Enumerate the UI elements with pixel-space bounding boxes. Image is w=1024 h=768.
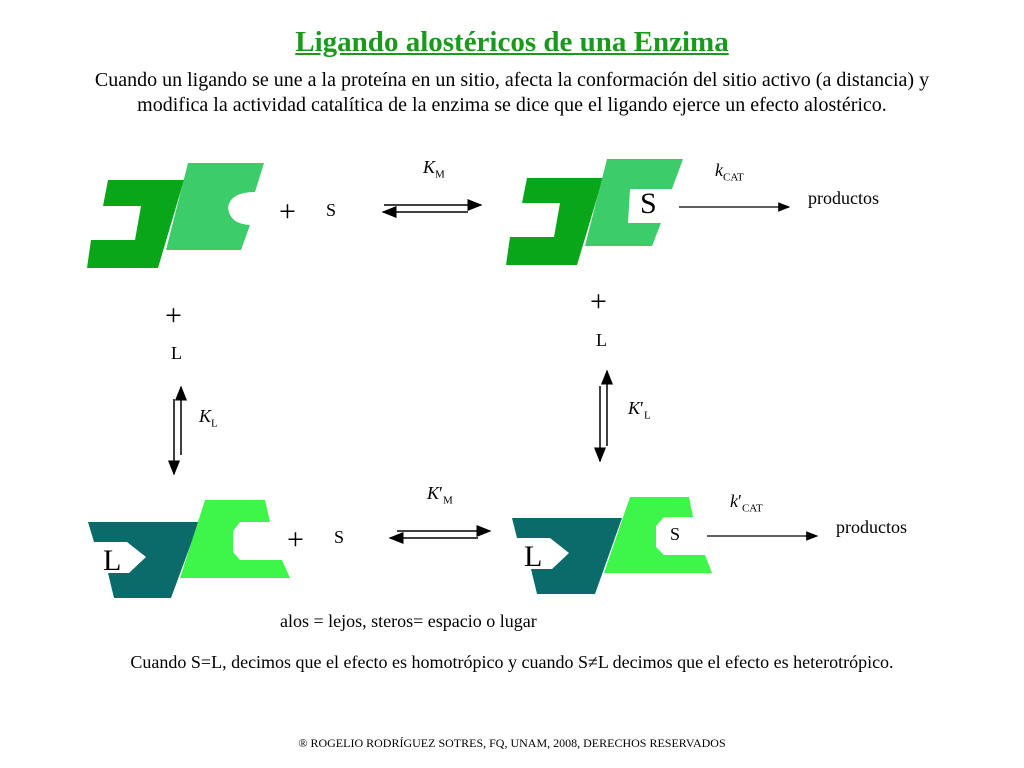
products-label: productos — [808, 188, 879, 208]
kcat-constant: $k_{CAT}$ — [715, 160, 744, 184]
intro-text: Cuando un ligando se une a la proteína en un sitio, afecta la conformación del sitio activo (a distancia) y modifica la actividad catalítica de la enzima se dice que el ligando ejerce un efecto alostérico. — [94, 69, 930, 116]
catalytic-subunit — [585, 159, 683, 246]
plus-sign: + — [279, 195, 296, 228]
enzyme-free — [87, 163, 264, 268]
km-constant: $K_M$ — [423, 157, 445, 181]
substrate-label: S — [334, 527, 345, 547]
bound-ligand-label: L — [103, 544, 122, 577]
definition-note: Cuando S=L, decimos que el efecto es homotrópico y cuando S≠L decimos que el efecto es heterotrópico. — [130, 652, 894, 672]
kl-constant: $K_L$ — [199, 406, 218, 430]
regulatory-subunit — [87, 180, 184, 268]
equilibrium-arrow-km — [383, 205, 481, 212]
ligand-label: L — [596, 330, 607, 350]
plus-sign: + — [165, 299, 182, 332]
regulatory-subunit — [506, 178, 603, 265]
bound-ligand-label: L — [524, 540, 543, 573]
catalytic-subunit — [604, 497, 712, 573]
equilibrium-arrow-kpl — [600, 371, 607, 461]
bound-substrate-label: S — [640, 187, 657, 220]
substrate-label: S — [326, 200, 337, 220]
equilibrium-arrow-kl — [174, 387, 181, 474]
equilibrium-arrow-kpm — [390, 531, 490, 538]
page-title: Ligando alostéricos de una Enzima — [295, 26, 729, 58]
catalytic-subunit — [166, 163, 264, 250]
kpcat-constant: $k'_{CAT}$ — [730, 491, 763, 515]
bound-substrate-label: S — [670, 524, 681, 544]
products-label: productos — [836, 517, 907, 537]
kpm-constant: $K'_M$ — [427, 483, 453, 507]
kpl-constant: $K'_L$ — [628, 398, 651, 422]
copyright-footer: ® ROGELIO RODRÍGUEZ SOTRES, FQ, UNAM, 2008, DERECHOS RESERVADOS — [298, 736, 726, 750]
plus-sign: + — [287, 523, 304, 556]
etymology-note: alos = lejos, steros= espacio o lugar — [280, 611, 537, 631]
catalytic-subunit — [180, 500, 290, 578]
ligand-label: L — [171, 343, 182, 363]
plus-sign: + — [590, 285, 607, 318]
